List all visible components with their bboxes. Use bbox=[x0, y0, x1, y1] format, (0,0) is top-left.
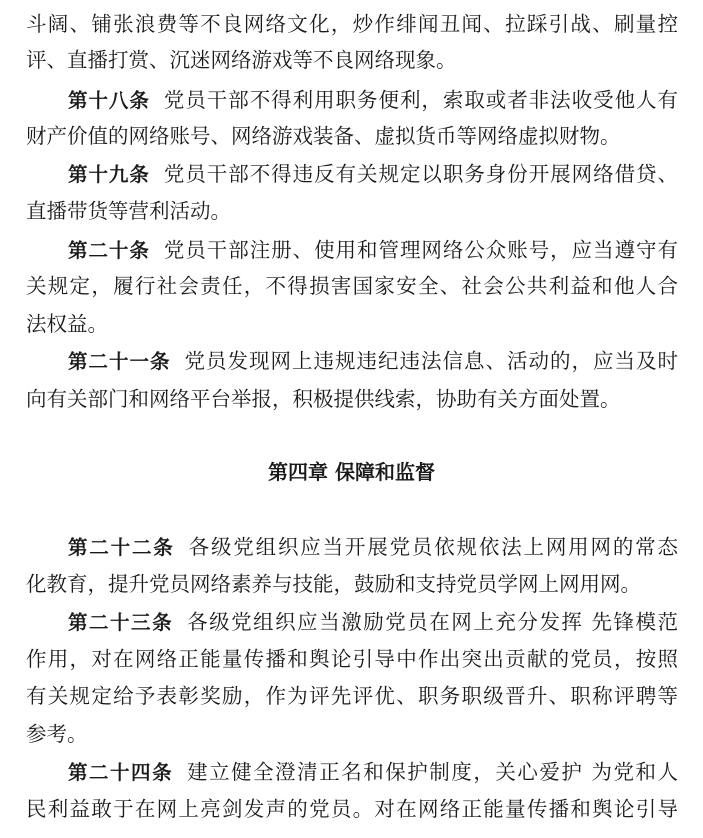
article-24-text-1: 建立健全澄清正名和保护制度，关心爱护 为党和人 bbox=[187, 760, 678, 784]
text-line: 参考。 bbox=[26, 722, 88, 746]
article-21-line-1 bbox=[68, 347, 678, 375]
article-23-title: 第二十三条 bbox=[68, 611, 174, 634]
article-21-text-1: 党员发现网上违规违纪违法信息、活动的，应当及时 bbox=[184, 349, 678, 373]
chapter-heading: 第四章 保障和监督 bbox=[268, 460, 435, 484]
text-line: 直播带货等营利活动。 bbox=[26, 199, 231, 223]
text-line: 关规定，履行社会责任，不得损害国家安全、社会公共利益和他人合 bbox=[26, 274, 678, 298]
article-22-title: 第二十二条 bbox=[68, 536, 175, 559]
text-line: 财产价值的网络账号、网络游戏装备、虚拟货币等网络虚拟财物。 bbox=[26, 124, 621, 148]
text-line: 化教育，提升党员网络素养与技能，鼓励和支持党员学网上网用网。 bbox=[26, 572, 641, 596]
article-24-title: 第二十四条 bbox=[68, 761, 174, 784]
text-line: 斗阔、铺张浪费等不良网络文化，炒作绯闻丑闻、拉踩引战、刷量控 bbox=[26, 12, 678, 36]
article-22-line-1 bbox=[68, 533, 678, 561]
text-line: 法权益。 bbox=[26, 312, 108, 336]
text-line: 民利益敢于在网上亮剑发声的党员。对在网络正能量传播和舆论引导 bbox=[26, 797, 678, 821]
article-24-line-1 bbox=[68, 758, 678, 786]
article-19-text-1: 党员干部不得违反有关规定以职务身份开展网络借贷、 bbox=[163, 162, 678, 186]
article-20-text-1: 党员干部注册、使用和管理网络公众账号，应当遵守有 bbox=[163, 238, 678, 262]
text-line: 作用，对在网络正能量传播和舆论引导中作出突出贡献的党员，按照 bbox=[26, 647, 678, 671]
article-23-text-1: 各级党组织应当激励党员在网上充分发挥 先锋模范 bbox=[187, 610, 678, 634]
text-line: 有关规定给予表彰奖励，作为评先评优、职务职级晋升、职称评聘等 bbox=[26, 684, 678, 708]
article-23-line-1 bbox=[68, 608, 678, 636]
text-line: 评、直播打赏、沉迷网络游戏等不良网络现象。 bbox=[26, 48, 457, 72]
article-18-text-1: 党员干部不得利用职务便利，索取或者非法收受他人有 bbox=[163, 88, 678, 112]
article-20-line-1 bbox=[68, 236, 678, 264]
article-22-text-1: 各级党组织应当开展党员依规依法上网用网的常态 bbox=[188, 535, 678, 559]
article-18-title: 第十八条 bbox=[68, 89, 150, 112]
article-21-title: 第二十一条 bbox=[68, 350, 171, 373]
article-19-line-1 bbox=[68, 160, 678, 188]
article-19-title: 第十九条 bbox=[68, 163, 150, 186]
article-20-title: 第二十条 bbox=[68, 239, 150, 262]
article-18-line-1 bbox=[68, 86, 678, 114]
text-line: 向有关部门和网络平台举报，积极提供线索，协助有关方面处置。 bbox=[26, 387, 621, 411]
